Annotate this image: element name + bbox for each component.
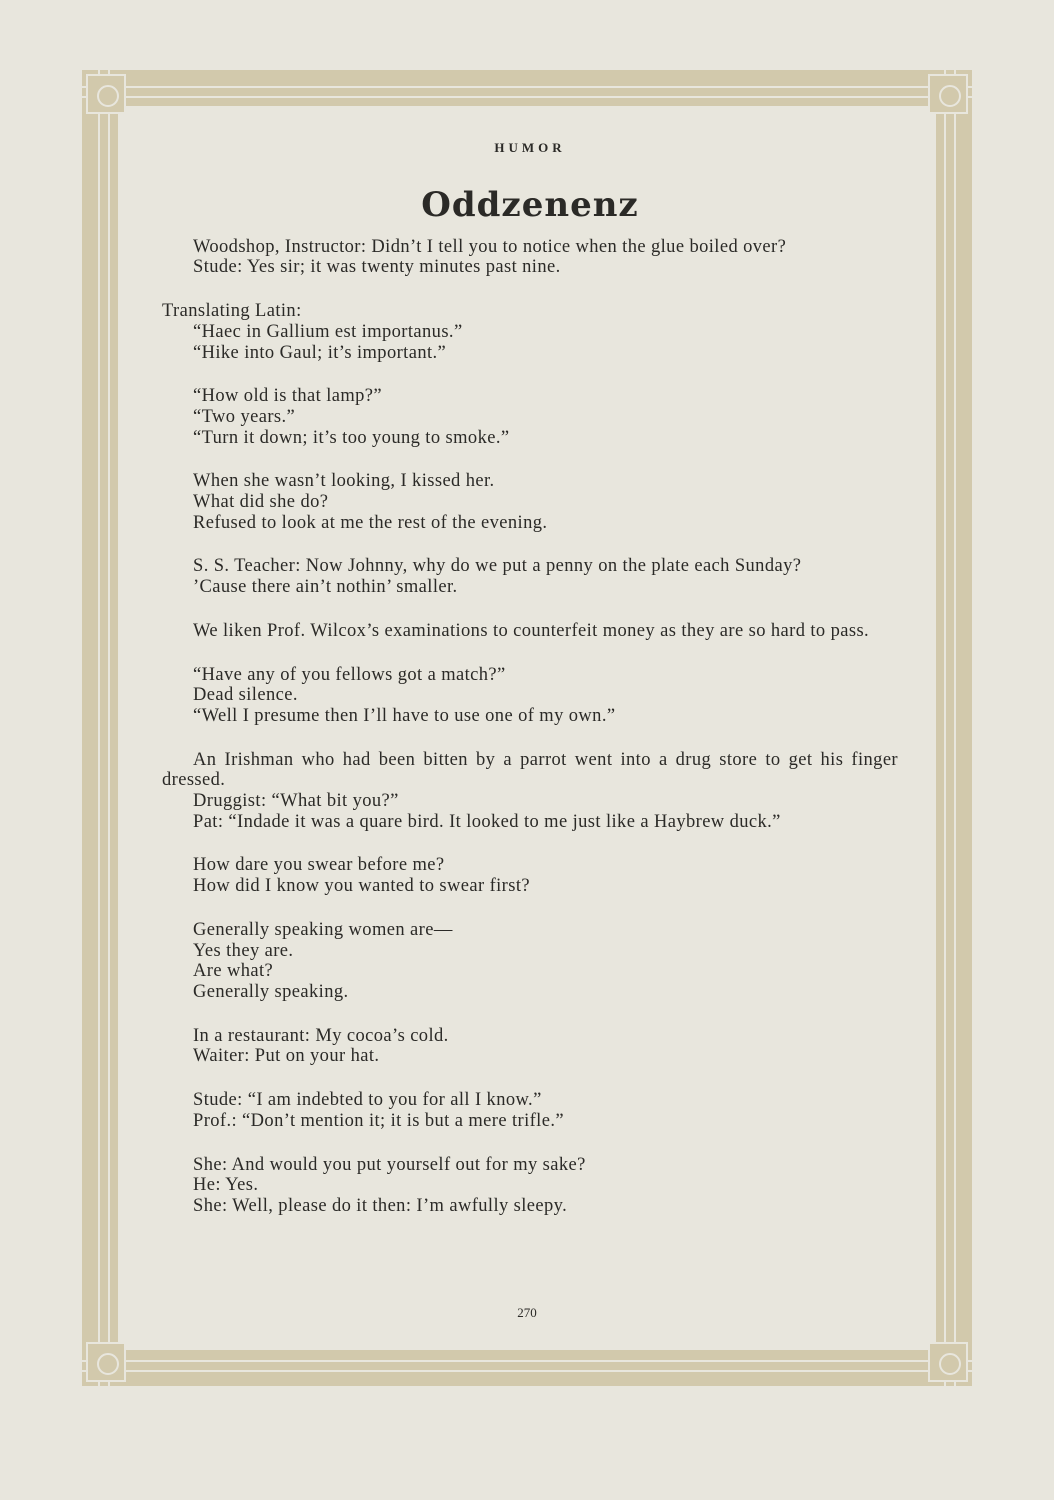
joke-block: [162, 1026, 898, 1067]
joke-line: S. S. Teacher: Now Johnny, why do we put a penny on the plate each Sunday?: [193, 556, 802, 577]
corner-ornament-top-right: [928, 74, 968, 114]
joke-block: [162, 471, 898, 533]
joke-block: [162, 621, 898, 642]
joke-line: Are what?: [193, 961, 274, 982]
joke-line: “Two years.”: [193, 406, 296, 427]
page-number: 270: [517, 1305, 537, 1320]
joke-line: Woodshop, Instructor: Didn’t I tell you to notice when the glue boiled over?: [193, 236, 787, 257]
joke-block: [162, 750, 898, 833]
joke-line: “Haec in Gallium est importanus.”: [193, 321, 463, 342]
joke-block: [162, 386, 898, 448]
joke-line: An Irishman who had been bitten by a parrot went into a drug store to get his finger dressed.: [162, 749, 898, 791]
joke-block: [162, 665, 898, 727]
joke-line: Stude: “I am indebted to you for all I know.”: [193, 1090, 542, 1111]
joke-line: “Turn it down; it’s too young to smoke.”: [193, 427, 510, 448]
joke-line: Refused to look at me the rest of the evening.: [193, 512, 548, 533]
joke-line: “Well I presume then I’ll have to use one of my own.”: [193, 705, 616, 726]
joke-line: We liken Prof. Wilcox’s examinations to counterfeit money as they are so hard to pass.: [193, 620, 870, 641]
joke-line: Prof.: “Don’t mention it; it is but a mere trifle.”: [193, 1110, 564, 1131]
joke-line: What did she do?: [193, 492, 329, 513]
joke-block: [162, 1155, 898, 1217]
page-heading: Oddzenenz: [421, 184, 639, 225]
joke-line: Translating Latin:: [162, 301, 302, 322]
joke-line: ’Cause there ain’t nothin’ smaller.: [193, 577, 458, 598]
joke-line: Waiter: Put on your hat.: [193, 1046, 380, 1067]
joke-block: [162, 855, 898, 896]
joke-line: He: Yes.: [193, 1175, 259, 1196]
border-bottom: [82, 1350, 972, 1386]
joke-block: [162, 1090, 898, 1131]
corner-ornament-top-left: [86, 74, 126, 114]
joke-line: Dead silence.: [193, 685, 298, 706]
joke-line: She: And would you put yourself out for my sake?: [193, 1154, 586, 1175]
joke-block: [162, 556, 898, 597]
section-title: HUMOR: [494, 140, 566, 155]
border-left: [82, 70, 118, 1386]
joke-line: Generally speaking.: [193, 981, 349, 1002]
joke-line: “Have any of you fellows got a match?”: [193, 664, 506, 685]
joke-line: “Hike into Gaul; it’s important.”: [193, 342, 447, 363]
joke-block: [162, 237, 898, 278]
page-content: [162, 130, 898, 1217]
joke-block: [162, 301, 898, 363]
corner-ornament-bottom-right: [928, 1342, 968, 1382]
joke-line: When she wasn’t looking, I kissed her.: [193, 471, 495, 492]
joke-line: “How old is that lamp?”: [193, 386, 383, 407]
joke-line: In a restaurant: My cocoa’s cold.: [193, 1025, 449, 1046]
corner-ornament-bottom-left: [86, 1342, 126, 1382]
joke-line: Yes they are.: [193, 940, 294, 961]
joke-line: Generally speaking women are—: [193, 919, 453, 940]
border-top: [82, 70, 972, 106]
joke-line: Stude: Yes sir; it was twenty minutes past nine.: [193, 257, 561, 278]
joke-line: How did I know you wanted to swear first?: [193, 876, 530, 897]
joke-line: How dare you swear before me?: [193, 855, 445, 876]
joke-line: She: Well, please do it then: I’m awfully sleepy.: [193, 1195, 568, 1216]
joke-line: Druggist: “What bit you?”: [193, 791, 399, 812]
jokes-list: [162, 237, 898, 1217]
joke-line: Pat: “Indade it was a quare bird. It looked to me just like a Haybrew duck.”: [193, 811, 781, 832]
joke-block: [162, 920, 898, 1003]
